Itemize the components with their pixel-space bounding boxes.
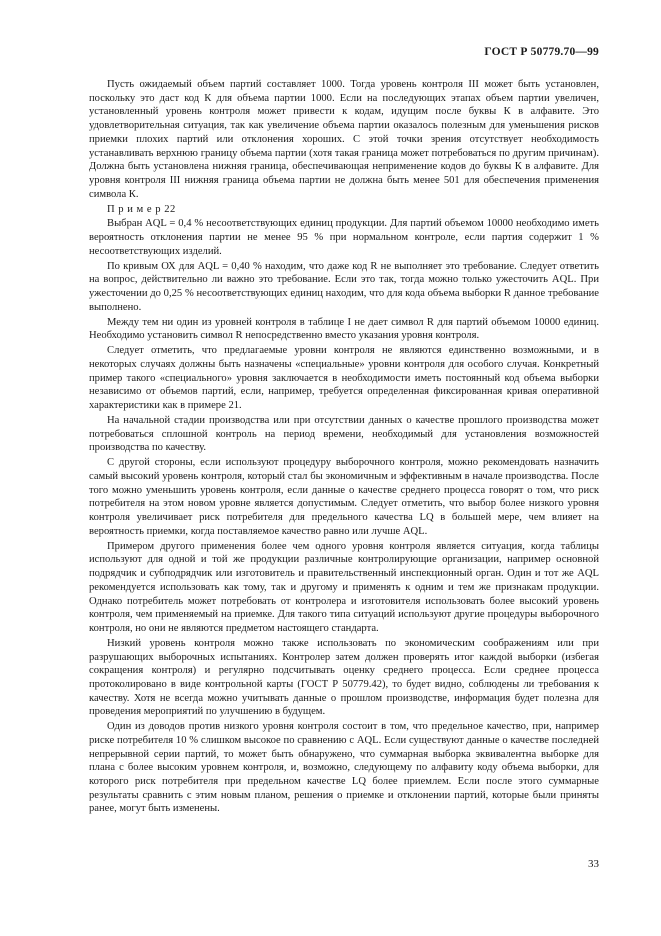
- page-number: 33: [588, 858, 599, 870]
- paragraph-multiple-levels: Примером другого применения более чем одного уровня контроля является ситуация, когда таблицы используют для одной и той же продукции различные контролирующие организации, например основной подрядчик и субподрядчик или изготовитель и правительственный инспекционный орган. Один и тот же AQL рекомендуется использовать как тому, так и другому и применять к одним и тем же признакам продукции. Однако потребитель может потребовать от контролера и изготовителя использовать более высокий уровень контроля, чем применяемый на приемке. Для такого типа ситуаций используют другие процедуры выборочного контроля, но они не являются предметом настоящего стандарта.: [89, 540, 599, 634]
- paragraph-argument-against: Один из доводов против низкого уровня контроля состоит в том, что предельное качество, при, например риске потребителя 10 % слишком высокое по сравнению с AQL. Если существуют данные о качестве последней непрерывной серии партий, то может быть обнаружено, что суммарная выборка эквивалентна выборке для плана с более высоким уровнем контроля, и, возможно, следующему по алфавиту коду объема выборки, для которого риск потребителя при предельном качестве LQ более приемлем. Если после этого суммарные результаты сравнить с этим новым планом, решения о приемке и отклонении партий, которые были приняты ранее, могут быть изменены.: [89, 721, 599, 815]
- paragraph-initial-stage: На начальной стадии производства или при отсутствии данных о качестве прошлого производства может потребоваться сплошной контроль на период времени, необходимый для установления возможностей производства по качеству.: [89, 415, 599, 454]
- paragraph-code-r: Между тем ни один из уровней контроля в таблице I не дает символ R для партий объемом 10000 единиц. Необходимо установить символ R непосредственно вместо указания уровня контроля.: [89, 316, 599, 342]
- paragraph-lot-size: Пусть ожидаемый объем партий составляет 1000. Тогда уровень контроля III может быть установлен, поскольку это даст код К для объема партии 1000. Если на последующих этапах объем партии увеличен, установленный уровень контроля может привести к кодам, идущим после буквы К в алфавите. Это удовлетворительная ситуация, так как увеличение объема партии оказалось полезным для уменьшения рисков приемки плохих партий или отклонения хороших. С этой точки зрения отсутствует необходимость устанавливать верхнюю границу объема партии (хотя такая граница может потребоваться по другим причинам). Должна быть установлена нижняя граница, обеспечивающая неприменение кодов до буквы К в алфавите. Для уровня контроля III нижняя граница объема партии не должна быть менее 501 для обеспечения применения символа К.: [89, 79, 599, 200]
- paragraph-special-levels: Следует отметить, что предлагаемые уровни контроля не являются единственно возможными, и в некоторых случаях должны быть назначены «специальные» уровни контроля для особого случая. Конкретный пример такого «специального» уровня заключается в необходимости иметь постоянный код объема выборки независимо от объемов партий, если, например, требуется определенная фиксированная кривая оперативной характеристики как в примере 21.: [89, 345, 599, 412]
- document-header: ГОСТ Р 50779.70—99: [484, 46, 599, 58]
- paragraph-oc-curves: По кривым ОХ для AQL = 0,40 % находим, что даже код R не выполняет это требование. Следует ответить на вопрос, действительно ли важно это требование. Если это так, тогда можно только ужесточить AQL. При ужесточении до 0,25 % несоответствующих единиц находим, что для кода объема выборки R данное требование выполнено.: [89, 260, 599, 313]
- paragraph-low-level: Низкий уровень контроля можно также использовать по экономическим соображениям или при разрушающих выборочных испытаниях. Контролер затем должен проверять итог каждой выборки (избегая сокращения контроля) и регулярно подсчитывать оценку среднего процесса. Если среднее процесса протоколировано в виде контрольной карты (ГОСТ Р 50779.42), то будет видно, соблюдены ли требования к качеству. Хотя не всегда можно учитывать данные о прошлом производстве, информация будет полезна для проведения мероприятий по улучшению в будущем.: [89, 637, 599, 718]
- paragraph-sampling-procedure: С другой стороны, если используют процедуру выборочного контроля, можно рекомендовать назначить самый высокий уровень контроля, который стал бы экономичным и эффективным в начале производства. После того можно уменьшить уровень контроля, если данные о качестве среднего процесса говорят о том, что риск потребителя на этом новом уровне является допустимым. Следует отметить, что выбор более низкого уровня контроля увеличивает риск потребителя для предельного качества LQ в большей мере, чем влияет на вероятность приемки, когда поставляемое качество равно или лучше AQL.: [89, 457, 599, 537]
- paragraph-aql-choice: Выбран AQL = 0,4 % несоответствующих единиц продукции. Для партий объемом 10000 необходимо иметь вероятность отклонения партии не менее 95 % при нормальном контроле, если партия содержит 1 % несоответствующих изделий.: [89, 218, 599, 257]
- body-text: [89, 78, 599, 817]
- example-heading: П р и м е р 22: [107, 203, 176, 215]
